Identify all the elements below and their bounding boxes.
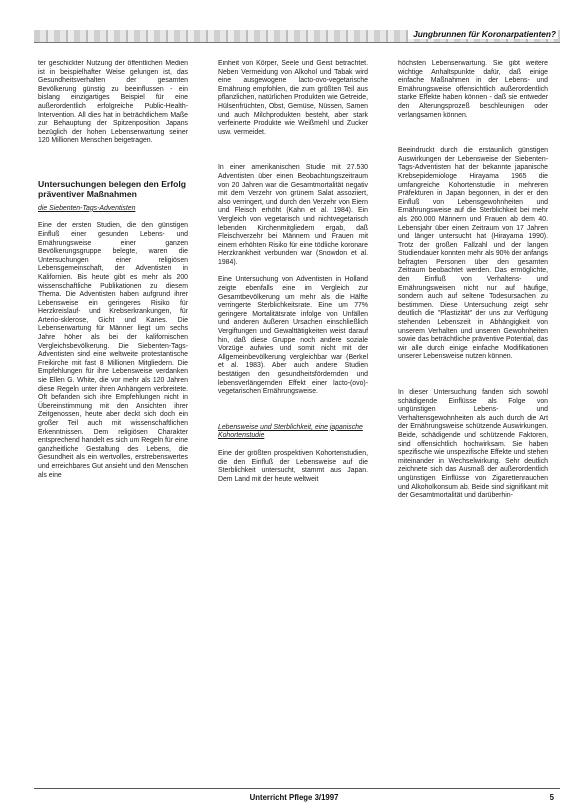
paragraph: In dieser Untersuchung fanden sich sowohl schädigende Einflüsse als Folge von ungünstigen Lebens- und Verhaltensgewohnheiten als auch durch die Art der Ernährungsweise schützende Auswirkungen. Beide, schädigende und schützende Faktoren, sind offensichtlich hochwirksam. Sie haben spezifische wie unspezifische Effekte und stehen miteinander in Wechselwirkung. Sehr deutlich zeichnete sich das Ausmaß der außerordentlich ungünstigen Einflüsse von Zigarettenrauchen und Alkoholkonsum ab. Beide sind signifikant mit der Gesamtmortalität und darüberhin- <box>398 389 548 500</box>
column-1 <box>38 60 188 782</box>
paragraph: Eine Untersuchung von Adventisten in Holland zeigte ebenfalls eine im Vergleich zur Gesamtbevölkerung um mehr als die Hälfte verringerte Sterblichkeitsrate. Eine um 77% geringere Mortalitätsrate infolge von Unfällen und anderen äußeren Ursachen einschließlich Vergiftungen und Gewalttätigkeiten weist darauf hin, daß diese Gruppe noch andere soziale Vorzüge aufwies und somit nicht mit der Allgemeinbevölkerung vergleichbar war (Berkel et al. 1983). Aber auch andere Studien bestätigen den gesundheitsfördernden und lebensverlängernden Effekt einer lacto-(ovo)-vegetarischen Ernährungsweise. <box>218 276 368 396</box>
page-number: 5 <box>549 793 554 802</box>
running-title: Jungbrunnen für Koronarpatienten? <box>408 29 558 39</box>
subheading: die Siebenten-Tags-Adventisten <box>38 204 136 212</box>
section-heading: Untersuchungen belegen den Erfolg präventiver Maßnahmen <box>38 178 187 200</box>
column-2 <box>218 60 368 782</box>
paragraph: ter geschickter Nutzung der öffentlichen Medien ist in beispielhafter Weise gelungen ist, das Gesundheitsverhalten der gesamten Bevölkerung günstig zu beeinflussen - ein bislang einzigartiges Beispiel für eine außerordentlich erfolgreiche Public-Health-Intervention. All dies hat in beträchtlichem Maße zur Behauptung der Spitzenposition Japans bezüglich der hohen Lebenserwartung seiner 120 Millionen Menschen beigetragen. <box>38 60 188 145</box>
paragraph: Beeindruckt durch die erstaunlich günstigen Auswirkungen der Lebensweise der Siebenten-Tags-Adventisten hat der bekannte japanische Krebsepidemiologe Hirayama 1965 die umfangreiche Kohortenstudie in mehreren Präfekturen in Japan begonnen, in der er den Einfluß von Lebensgewohnheiten und Ernährungsweise auf die Sterblichkeit bei mehr als 260.000 Männern und Frauen ab dem 40. Lebensjahr über einen Zeitraum von 17 Jahren und länger untersucht hat (Hirayama 1990). Trotz der großen Fallzahl und der langen Studiendauer konnten mehr als 90% der anfangs befragten Personen über den gesamten Zeitraum beobachtet werden. Das ermöglichte, den Einfluß von Verhaltens- und Ernährungsweisen nicht nur auf häufige, sondern auch auf seltene Todesursachen zu bestimmen. Diese Untersuchung zeigt sehr deutlich die "Plastizität" der uns zur Verfügung stehenden Lebenszeit in Abhängigkeit von unserem Verhalten und unseren Gewohnheiten sowie das beträchtliche präventive Potential, das wir alle durch einige einfache Modifikationen unserer Lebensweise nutzen können. <box>398 147 548 361</box>
publication-footer: Unterricht Pflege 3/1997 <box>249 793 339 802</box>
paragraph: Eine der größten prospektiven Kohortenstudien, die den Einfluß der Lebensweise auf die Sterblichkeit untersucht, stammt aus Japan. Dem Land mit der heute weltweit <box>218 449 368 483</box>
paragraph: Einheit von Körper, Seele und Geist betrachtet. Neben Vermeidung von Alkohol und Tabak wird eine ausgewogene lacto-ovo-vegetarische Ernährung empfohlen, die zum größten Teil aus pflanzlichen, natürlichen Produkten wie Getreide, Hülsenfrüchten, Obst, Gemüse, Nüssen, Samen und auch Milchprodukten besteht, aber stark verfeinerte Produkte wie Weißmehl und Zucker usw. vermeidet. <box>218 60 368 136</box>
paragraph: In einer amerikanischen Studie mit 27.530 Adventisten über einen Beobachtungszeitraum von 20 Jahren war die Gesamtmortalität negativ mit dem Verzehr von grünem Salat assoziiert, also verringert, und durch den Verzehr von Eiern und Fleisch erhöht (Kahn et al. 1984). Ein Vergleich von vegetarisch und nichtvegetarisch lebenden Kirchenmitgliedern ergab, daß Fleischverzehr bei Männern und Frauen mit einem erhöhten Risiko für eine tödliche koronare Herzkrankheit verbunden war (Snowdon et al. 1984). <box>218 164 368 266</box>
paragraph: Eine der ersten Studien, die den günstigen Einfluß einer gesunden Lebens- und Ernährungsweise einer ganzen Bevölkerungsgruppe belegte, waren die Untersuchungen einer religiösen Lebensgemeinschaft, der Adventisten in Kalifornien. Bis heute gibt es mehr als 200 wissenschaftliche Publikationen zu diesem Thema. Die Adventisten haben aufgrund ihrer Lebensweise ein geringeres Risiko für Herzkreislauf- und Krebserkrankungen, für Arterio-sklerose, Gicht und Karies. Die Lebenserwartung für Männer liegt um sechs Jahre höher als bei der kalifornischen Vergleichsbevölkerung. Die Siebenten-Tags-Adventisten sind eine weltweite protestantische Freikirche mit fast 8 Millionen Mitgliedern. Die Empfehlungen für ihre Lebensweise verdanken sie Ellen G. White, die vor mehr als 120 Jahren diese Regeln unter ihren Anhängern verbreitete. Oft befanden sich ihre Empfehlungen nicht in Übereinstimmung mit den Ansichten ihrer Zeitgenossen, heute aber deckt sich doch ein großer Teil auch mit wissenschaftlichen Erkenntnissen. Dem religiösen Charakter entsprechend handelt es sich um Regeln für eine ganzheitliche Gestaltung des Lebens, die Gesundheit als ein wertvolles, erstrebenswertes und erreichbares Gut ansieht und den Menschen als eine <box>38 222 188 479</box>
paragraph: höchsten Lebenserwartung. Sie gibt weitere wichtige Anhaltspunkte dafür, daß einige einfache Maßnahmen in der Lebens- und Ernährungsweise offensichtlich außerordentlich starke Effekte haben können - daß sie entweder den Alterungsprozeß beschleunigen oder verlangsamen können. <box>398 60 548 119</box>
subheading: Lebensweise und Sterblichkeit, eine japanische Kohortenstudie <box>218 423 363 440</box>
column-3 <box>398 60 548 782</box>
footer-rule <box>34 788 560 789</box>
